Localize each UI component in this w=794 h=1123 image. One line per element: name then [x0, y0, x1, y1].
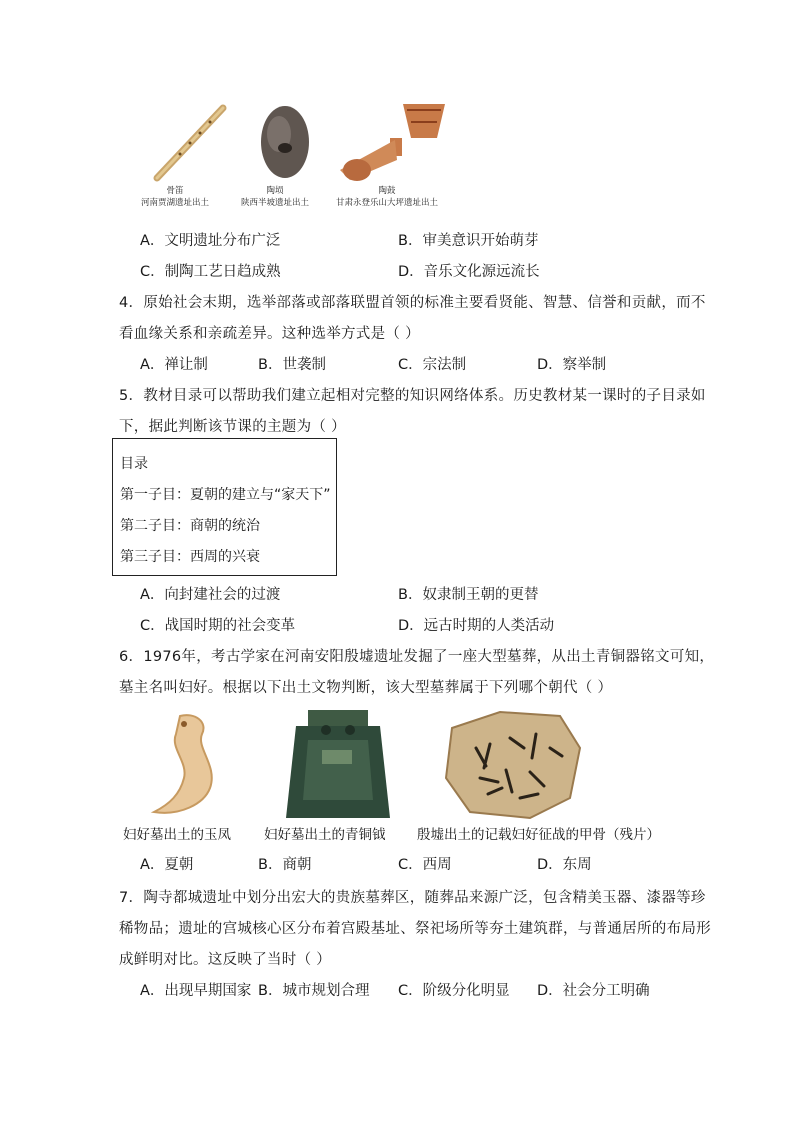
q5-toc-box: [112, 438, 337, 576]
caption-pottery-xun: 陶埙 陕西半坡遗址出土: [240, 186, 309, 208]
caption-bone-flute: 骨笛 河南贾湖遗址出土: [140, 186, 209, 208]
q4-option-a[interactable]: A．禅让制: [140, 357, 208, 373]
q6-option-c[interactable]: C．西周: [398, 857, 452, 873]
q5-option-b[interactable]: B．奴隶制王朝的更替: [398, 587, 539, 603]
pottery-xun-image: [261, 106, 309, 178]
bronze-axe-image: [278, 710, 398, 824]
q6-caption-bronze-axe: 妇好墓出土的青铜钺: [264, 827, 386, 843]
caption-pottery-drum: 陶鼓 甘肃永登乐山大坪遗址出土: [335, 186, 438, 208]
q7-stem-line2: 稀物品；遗址的宫城核心区分布着宫殿基址、祭祀场所等夯土建筑群，与普通居所的布局形: [119, 921, 711, 937]
q7-option-b[interactable]: B．城市规划合理: [258, 983, 370, 999]
q4-stem-line2: 看血缘关系和亲疏差异。这种选举方式是（ ）: [119, 326, 420, 342]
q5-option-d[interactable]: D．远古时期的人类活动: [398, 618, 555, 634]
oracle-bone-image: [440, 708, 586, 824]
q7-option-a[interactable]: A．出现早期国家: [140, 983, 252, 999]
q7-option-d[interactable]: D．社会分工明确: [537, 983, 650, 999]
q7-option-c[interactable]: C．阶级分化明显: [398, 983, 510, 999]
jade-phoenix-image: [140, 708, 225, 824]
q7-stem-line1: 7．陶寺都城遗址中划分出宏大的贵族墓葬区，随葬品来源广泛，包含精美玉器、漆器等珍: [119, 890, 706, 906]
q6-option-a[interactable]: A．夏朝: [140, 857, 194, 873]
q4-option-d[interactable]: D．察举制: [537, 357, 607, 373]
toc-title: 目录: [120, 456, 148, 472]
q4-stem-line1: 4．原始社会末期，选举部落或部落联盟首领的标准主要看贤能、智慧、信誉和贡献，而不: [119, 295, 706, 311]
q6-option-b[interactable]: B．商朝: [258, 857, 312, 873]
artifact-images: [135, 100, 455, 185]
q5-option-c[interactable]: C．战国时期的社会变革: [140, 618, 296, 634]
q3-option-b[interactable]: B．审美意识开始萌芽: [398, 233, 539, 249]
q5-option-a[interactable]: A．向封建社会的过渡: [140, 587, 281, 603]
q6-caption-jade-phoenix: 妇好墓出土的玉凤: [123, 827, 231, 843]
toc-item-1: 第一子目：夏朝的建立与“家天下”: [120, 487, 331, 503]
q6-stem-line1: 6．1976年，考古学家在河南安阳殷墟遗址发掘了一座大型墓葬，从出土青铜器铭文可知，: [119, 649, 715, 665]
q5-stem-line1: 5．教材目录可以帮助我们建立起相对完整的知识网络体系。历史教材某一课时的子目录如: [119, 388, 706, 404]
toc-item-2: 第二子目：商朝的统治: [120, 518, 260, 534]
q4-option-c[interactable]: C．宗法制: [398, 357, 467, 373]
q5-stem-line2: 下，据此判断该节课的主题为（ ）: [119, 419, 346, 435]
q6-option-d[interactable]: D．东周: [537, 857, 592, 873]
toc-item-3: 第三子目：西周的兴衰: [120, 549, 260, 565]
q6-caption-oracle-bone: 殷墟出土的记载妇好征战的甲骨（残片）: [417, 827, 660, 843]
q6-stem-line2: 墓主名叫妇好。根据以下出土文物判断，该大型墓葬属于下列哪个朝代（ ）: [119, 680, 613, 696]
bone-flute-image: [157, 108, 223, 178]
q7-stem-line3: 成鲜明对比。这反映了当时（ ）: [119, 952, 332, 968]
q3-option-a[interactable]: A．文明遗址分布广泛: [140, 233, 281, 249]
q4-option-b[interactable]: B．世袭制: [258, 357, 326, 373]
q3-option-d[interactable]: D．音乐文化源远流长: [398, 264, 540, 280]
q3-option-c[interactable]: C．制陶工艺日趋成熟: [140, 264, 281, 280]
pottery-drum-image: [340, 104, 445, 181]
